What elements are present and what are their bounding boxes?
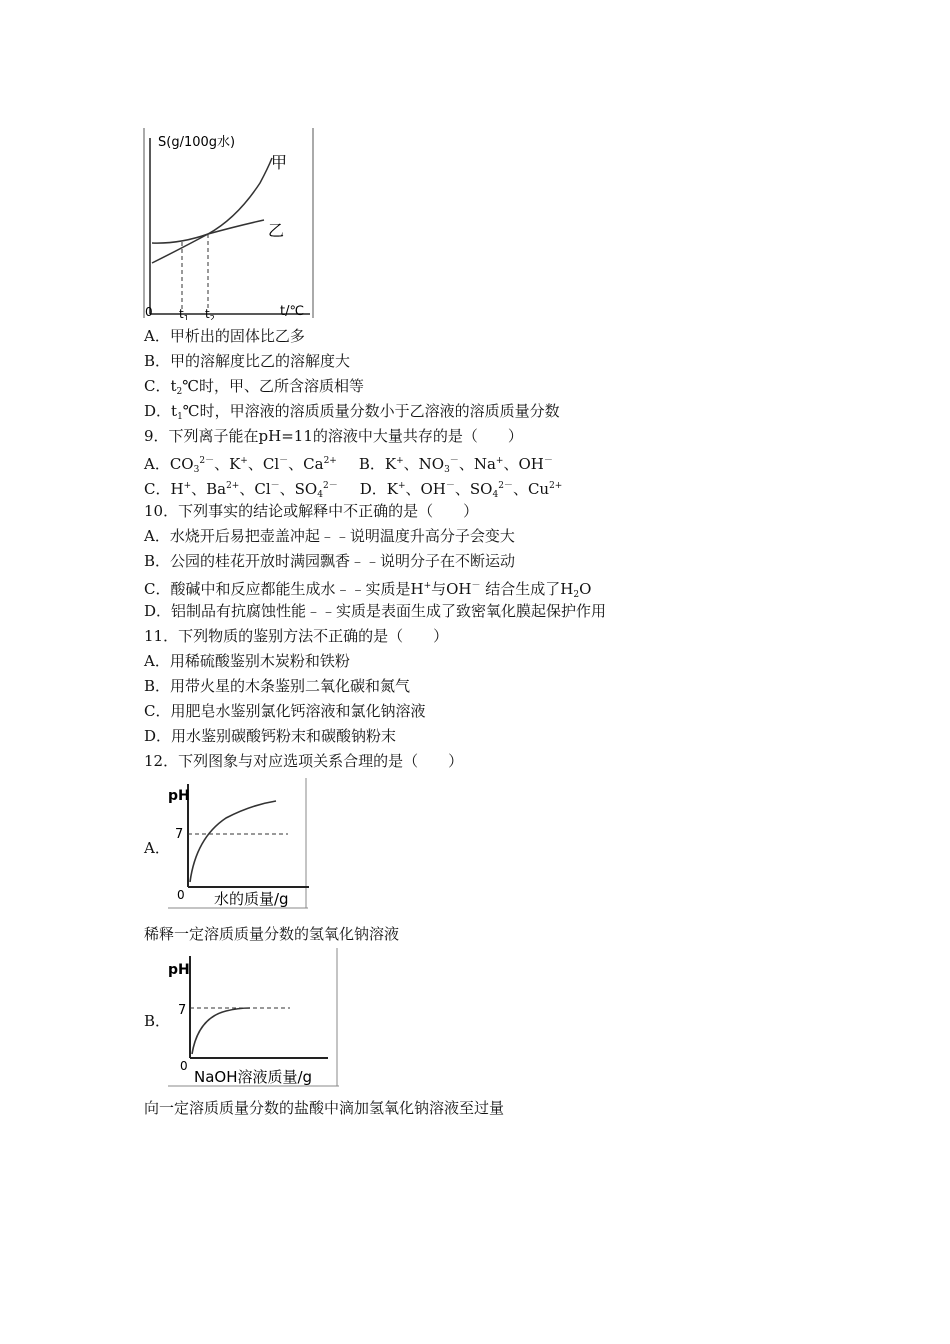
curve-yi <box>152 220 264 243</box>
ph-curve <box>190 801 276 882</box>
q8-option-b: B．甲的溶解度比乙的溶解度大 <box>144 352 351 370</box>
curve-jia <box>152 158 272 263</box>
ph7-tick-label: 7 <box>175 827 184 842</box>
q10-stem: 10．下列事实的结论或解释中不正确的是（ ） <box>144 502 479 520</box>
ph-dilution-figure <box>166 778 311 910</box>
curve-yi-label: 乙 <box>268 221 285 240</box>
y-axis-label: pH <box>168 962 190 978</box>
x-axis-label: 水的质量/g <box>214 890 289 908</box>
q10-option-c: C．酸碱中和反应都能生成水﹣﹣实质是H+与OH－ 结合生成了$H_2O$ <box>144 580 592 600</box>
origin-label: 0 <box>180 1059 188 1073</box>
q9-stem: 9．下列离子能在pH=11的溶液中大量共存的是（ ） <box>144 427 523 445</box>
q12-option-a-caption: 稀释一定溶质质量分数的氢氧化钠溶液 <box>144 925 400 943</box>
q11-stem: 11．下列物质的鉴别方法不正确的是（ ） <box>144 627 449 645</box>
q11-option-d: D．用水鉴别碳酸钙粉末和碳酸钠粉末 <box>144 727 397 745</box>
q9-option-b: B．K+、$NO_3^-$、Na+、OH－ <box>358 455 553 475</box>
origin-label: 0 <box>145 305 153 319</box>
x-axis-label: t/℃ <box>280 304 305 319</box>
ph-titration-figure <box>166 948 342 1088</box>
q10-option-b: B．公园的桂花开放时满园飘香﹣﹣说明分子在不断运动 <box>144 552 516 570</box>
q9-option-a: A．$CO_3^{2-}$、K+、Cl－、$Ca^{2+}$ <box>144 455 337 475</box>
q8-option-a: A．甲析出的固体比乙多 <box>144 327 305 345</box>
t1-label: $t_1$ <box>179 307 189 320</box>
q9-option-c: C．H+、$Ba^{2+}$、Cl－、$SO_4^{2-}$ <box>144 480 338 500</box>
q12-option-b-label: B． <box>144 1012 171 1030</box>
q8-option-d: D．$t_1℃$时，甲溶液的溶质质量分数小于乙溶液的溶质质量分数 <box>144 402 560 422</box>
q12-stem: 12．下列图象与对应选项关系合理的是（ ） <box>144 752 464 770</box>
q10-option-a: A．水烧开后易把壶盖冲起﹣﹣说明温度升高分子会变大 <box>144 527 515 545</box>
x-axis-label: NaOH溶液质量/g <box>194 1068 313 1086</box>
ph7-tick-label: 7 <box>178 1003 187 1018</box>
q10-option-d: D．铝制品有抗腐蚀性能﹣﹣实质是表面生成了致密氧化膜起保护作用 <box>144 602 607 620</box>
solubility-figure <box>142 128 317 320</box>
q11-option-a: A．用稀硫酸鉴别木炭粉和铁粉 <box>144 652 350 670</box>
q12-option-a-label: A． <box>144 839 170 857</box>
q11-option-c: C．用肥皂水鉴别氯化钙溶液和氯化钠溶液 <box>144 702 426 720</box>
t2-label: $t_2$ <box>205 307 215 320</box>
origin-label: 0 <box>177 888 185 902</box>
ph-curve <box>192 1008 250 1054</box>
curve-jia-label: 甲 <box>271 153 288 172</box>
q11-option-b: B．用带火星的木条鉴别二氧化碳和氮气 <box>144 677 411 695</box>
q8-option-c: C．$t_2℃$时，甲、乙所含溶质相等 <box>144 377 365 397</box>
q12-option-b-caption: 向一定溶质质量分数的盐酸中滴加氢氧化钠溶液至过量 <box>144 1099 505 1117</box>
q9-option-d: D．K+、OH－、$SO_4^{2-}$、$Cu^{2+}$ <box>359 480 563 500</box>
y-axis-label: pH <box>168 788 190 804</box>
y-axis-label: S(g/100g水) <box>158 135 236 150</box>
